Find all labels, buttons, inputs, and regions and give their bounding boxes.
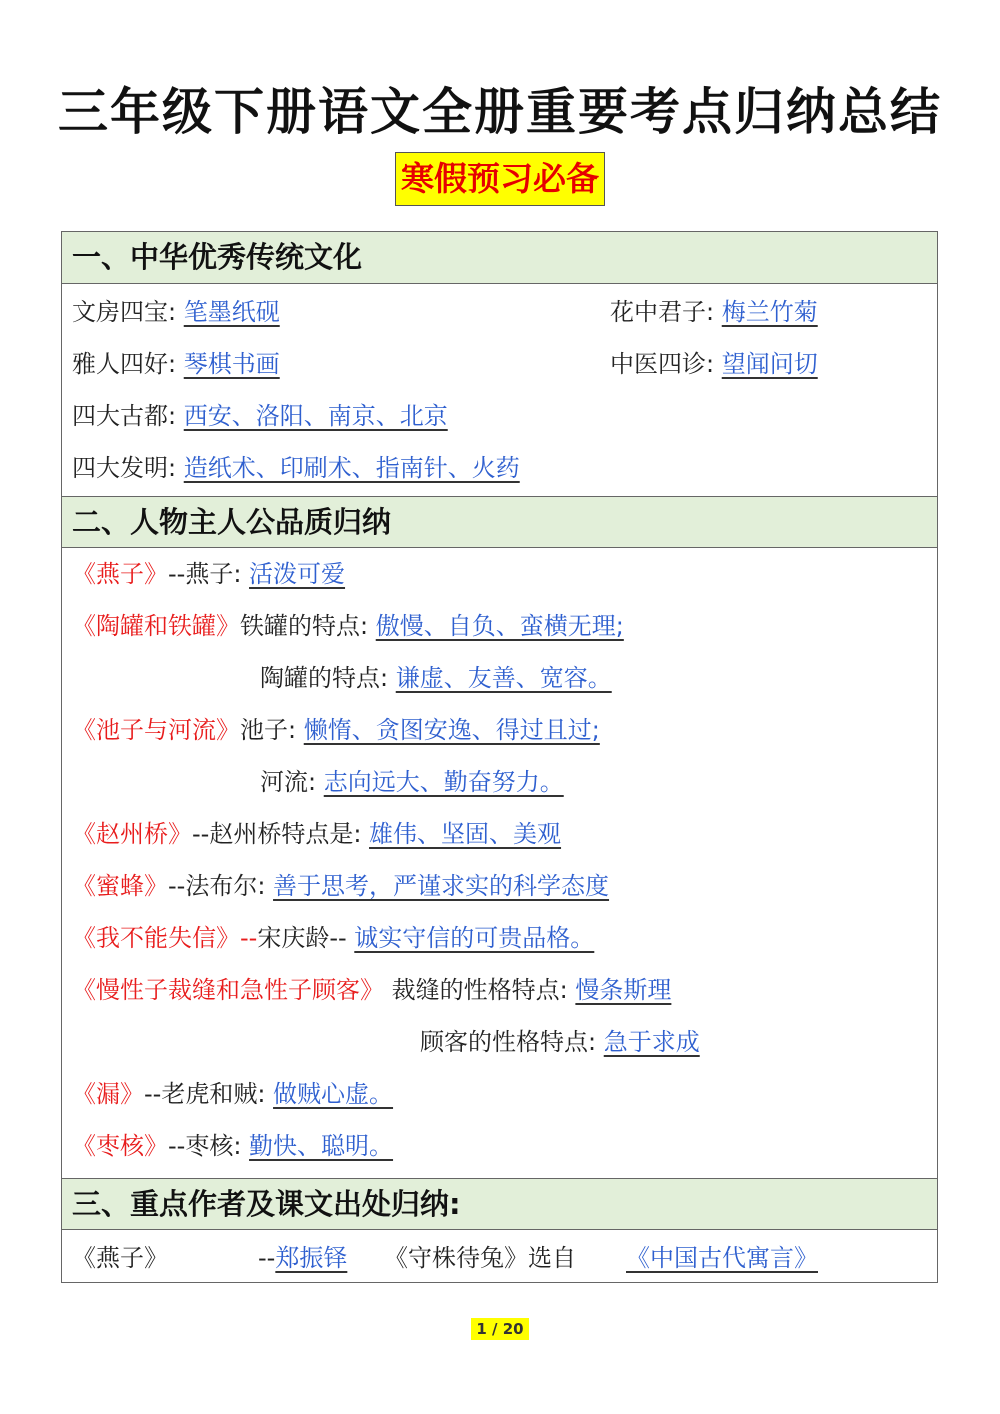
section-1-heading: 一、中华优秀传统文化 bbox=[62, 232, 937, 284]
lesson-title: 《枣核》 bbox=[72, 1132, 168, 1160]
lesson-title: 《池子与河流》 bbox=[72, 716, 240, 744]
author-name: 郑振铎 bbox=[275, 1244, 348, 1272]
s1-item-3: 雅人四好: 琴棋书画 bbox=[72, 350, 280, 378]
lesson-title: 《燕子》 bbox=[72, 560, 168, 588]
lesson-title: 《蜜蜂》 bbox=[72, 872, 168, 900]
source-title: 《中国古代寓言》 bbox=[626, 1244, 818, 1272]
lesson-title: 《赵州桥》 bbox=[72, 820, 192, 848]
s1-item-2: 花中君子: 梅兰竹菊 bbox=[610, 298, 818, 326]
page-title: 三年级下册语文全册重要考点归纳总结 bbox=[58, 83, 942, 141]
content-table: 一、中华优秀传统文化 文房四宝: 笔墨纸砚 花中君子: 梅兰竹菊 雅人四好: 琴棋书画 中医四诊: 望闻问切 四大古都: 西安、洛阳、南京、北京 四大发明: 造纸术、印刷术、指南针、火药 二、人物主人公品质归纳 《燕子》--燕子: 活泼可爱 《陶罐和铁罐》铁罐的特点: 傲慢、自负、蛮横无理; 陶罐的特点: 谦虚、友善、宽容。 《池子与河流》池子: 懒惰、贪图安逸、得过且过; 河流: 志向远大、勤奋努力。 《赵州桥》--赵州桥特点是: 雄伟、坚固、美观 《蜜蜂》--法布尔: 善于思考，严谨求实的科学态度 《我不能失信》--宋庆龄-- 诚实守信的可贵品格。 《慢性子裁缝和急性子顾客》 裁缝的性格特点: 慢条斯理 顾客的性格特点: 急于求成 《漏》--老虎和贼: 做贼心虚。 《枣核》--枣核: 勤快、聪明。 三、重点作者及课文出处归纳: 《燕子》 --郑振铎 《守株待兔》选自 《中国古代寓言》 bbox=[61, 231, 938, 1283]
lesson-title: 《我不能失信》-- bbox=[72, 924, 258, 952]
lesson-title: 《陶罐和铁罐》 bbox=[72, 612, 240, 640]
s1-item-6: 四大发明: 造纸术、印刷术、指南针、火药 bbox=[72, 454, 520, 482]
s1-item-5: 四大古都: 西安、洛阳、南京、北京 bbox=[72, 402, 448, 430]
section-2-heading: 二、人物主人公品质归纳 bbox=[62, 496, 937, 548]
s1-item-4: 中医四诊: 望闻问切 bbox=[610, 350, 818, 378]
badge-label: 寒假预习必备 bbox=[395, 152, 605, 206]
s1-item-1: 文房四宝: 笔墨纸砚 bbox=[72, 298, 280, 326]
section-3-heading: 三、重点作者及课文出处归纳: bbox=[62, 1178, 937, 1230]
page-indicator: 1 / 20 bbox=[471, 1318, 528, 1340]
lesson-title: 《慢性子裁缝和急性子顾客》 bbox=[72, 976, 384, 1004]
lesson-title: 《燕子》 bbox=[72, 1244, 168, 1272]
lesson-title: 《漏》 bbox=[72, 1080, 144, 1108]
